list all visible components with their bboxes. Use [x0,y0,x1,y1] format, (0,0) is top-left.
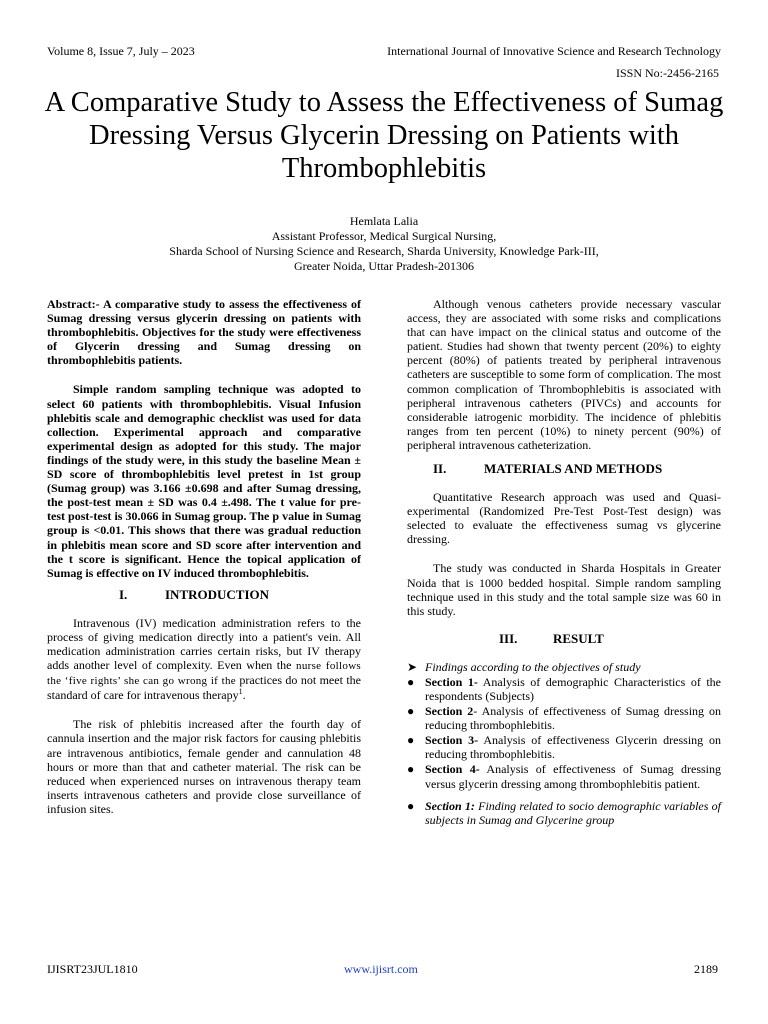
intro-p1-c: practices do not meet the standard of care for intravenous therapy [47,673,362,703]
item-label: Section 3- [425,733,479,748]
list-item [407,704,721,732]
page-number: 2189 [694,962,718,976]
bullet-icon: ● [407,798,415,813]
intro-paragraph-2: The risk of phlebitis increased after the fourth day of cannula insertion and the major risk factors for causing phlebitis are intravenous antibiotics, female gender and cannulation 48 hours or more than that and catheter material. The risk can be reduced when experienced nurses on intravenous therapy team inserts intravenous catheters and provide close surveillance of infusion sites. [47,717,361,816]
item-label: Section 2 [425,704,474,719]
journal-url-link[interactable]: www.ijisrt.com [344,962,418,976]
introduction-heading [47,588,361,606]
item-text: - Analysis of effectiveness of Sumag dressing on reducing thrombophlebitis. [425,704,721,733]
left-column [47,297,361,816]
methods-paragraph-1: Quantitative Research approach was used and Quasi-experimental (Randomized Pre-Test Post-Test design) was selected to evaluate the effectiveness sumag vs glycerine dressing. [407,490,721,547]
findings-text: Findings according to the objectives of study [425,659,641,674]
methods-paragraph-2: The study was conducted in Sharda Hospitals in Greater Noida that is 1000 bedded hospital. Simple random sampling technique used in this study and the total sample size was 60 in this study. [407,561,721,618]
list-item [407,762,721,790]
right-column [407,297,721,828]
author-name: Hemlata Lalia [349,214,419,228]
item-label: Section 4- [425,762,480,777]
author-position: Assistant Professor, Medical Surgical Nursing, [271,229,497,243]
author-block [60,214,708,274]
intro-p1-end: . [242,688,246,703]
abstract-paragraph-1: Abstract:- A comparative study to assess the effectiveness of Sumag dressing versus glycerin dressing on patients with thrombophlebitis. Objectives for the study were effectiveness of Glycerin dressing and Sumag dressing on thrombophlebitis patients. [47,297,361,368]
section1-item [407,799,721,827]
item-text: Analysis of effectiveness Glycerin dressing on reducing thrombophlebitis. [425,733,722,762]
introduction-number: I. [119,586,128,602]
methods-heading [407,462,721,480]
intro-paragraph-1 [47,616,361,703]
methods-number: II. [433,461,447,477]
result-heading [407,632,721,650]
paper-title: A Comparative Study to Assess the Effectiveness of Sumag Dressing Versus Glycerin Dressing on Patients with Thrombophlebitis [44,87,724,184]
author-affiliation: Sharda School of Nursing Science and Research, Sharda University, Knowledge Park-III, [169,244,599,258]
list-item [407,733,721,761]
journal-name: International Journal of Innovative Science and Research Technology [387,44,721,58]
bullet-icon: ● [407,674,415,689]
result-list [407,660,721,791]
arrow-bullet-icon: ➤ [407,659,418,674]
item-text: Analysis of effectiveness of Sumag dressing versus glycerin dressing among thrombophlebitis patient. [425,762,722,791]
methods-title: MATERIALS AND METHODS [484,461,663,477]
item-label: Section 1- [425,674,478,689]
list-item [407,675,721,703]
abstract-paragraph-2: Simple random sampling technique was adopted to select 60 patients with thrombophlebitis. Visual Infusion phlebitis scale and demographic checklist was used for data collection. Experimental approach and comparative experimental design as adopted for this study. The major findings of the study were, in this study the baseline Mean ± SD score of thrombophlebitis level pretest in 1st group (Sumag group) was 3.166 ±0.698 and after Sumag dressing, the post-test mean ± SD was 0.4 ±.498. The t value for pre-test post-test is 30.066 in Sumag group. The p value in Sumag group is <0.01. This shows that there was gradual reduction in phlebitis mean score and SD score after intervention and the t score is significant. Hence the topical application of Sumag is effective on IV induced thrombophlebitis. [47,382,361,580]
result-number: III. [499,630,518,646]
bullet-icon: ● [407,762,415,777]
intro-p1-a: Intravenous (IV) medication administration refers to the process of giving medication directly into a patient's vein. All medication administration carries certain risks, but IV therapy adds another level of complexity. Even when the [47,615,361,673]
section1-label: Section 1: [425,798,475,813]
citation-1: 1 [238,687,243,697]
bullet-icon: ● [407,733,415,748]
paper-code: IJISRT23JUL1810 [47,962,138,976]
result-title: RESULT [553,630,604,646]
section1-text: Finding related to socio demographic variables of subjects in Sumag and Glycerine group [425,798,721,827]
findings-item [407,660,721,674]
bullet-icon: ● [407,704,415,719]
author-location: Greater Noida, Uttar Pradesh-201306 [294,259,474,273]
issn-number: ISSN No:-2456-2165 [615,66,719,80]
right-paragraph-1: Although venous catheters provide necessary vascular access, they are associated with some risks and complications that can have impact on the clinical status and outcome of the patient. Studies had shown that twenty percent (20%) to eighty percent (80%) of patients treated by peripheral intravenous catheters are susceptible to some form of complication. The most common complication of Thrombophlebitis is associated with peripheral intravenous catheters (PIVCs) and accounts for considerable iatrogenic morbidity. The incidence of phlebitis ranges from ten percent (10%) to ninety percent (90%) of peripheral intravenous catheterization. [407,297,721,452]
intro-p1-b: nurse follows the ‘five rights’ she can go wrong if the [47,660,362,688]
introduction-title: INTRODUCTION [165,586,270,602]
volume-info: Volume 8, Issue 7, July – 2023 [47,44,195,58]
item-text: Analysis of demographic Characteristics of the respondents (Subjects) [425,674,722,703]
section1-list [407,799,721,827]
